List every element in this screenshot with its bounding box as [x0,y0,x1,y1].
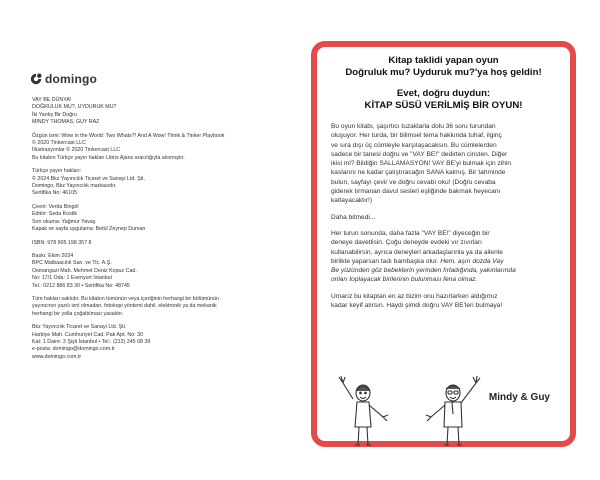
colophon-line: © 2024 Bkz Yayıncılık Ticaret ve Sanayi Ltd. Şti. [32,175,145,182]
colophon-line: Sertifika No: 46105 [32,190,78,197]
body-line: Be yüzünden göz bebeklerin yerinden fırladığında, yakınlarında [331,267,516,275]
colophon-block [32,168,292,198]
logo-text: domingo [45,72,98,86]
paragraph-1 [331,122,556,206]
intro-page [300,0,600,480]
body-line: kadar keyif alırsın. Haydi şimdi doğru VAY BE'leri bulmaya! [331,302,503,310]
body-line: ve sıra dışı üç cümleyle karşılaşacaksın. Bu cümlelerden [331,141,497,149]
colophon-line: herhangi bir yolla çoğaltılması yasaktır. [32,310,124,317]
colophon-line: VAY BE DÜNYA! [32,97,72,103]
colophon-line: İki Yanlış Bir Doğru [32,111,77,118]
colophon-block [32,97,292,127]
body-line: onları toplayacak birilerinin bulunması fena olmaz. [331,276,478,284]
colophon-line: No: 17/1 Oda: 1 Esenyurt İstanbul [32,275,112,282]
colophon-line: Kat: 1 Daire: 3 Şişli İstanbul • Tel.: (212) 245 08 39 [32,338,151,345]
colophon-line: MINDY THOMAS, GUY RAZ [32,119,100,126]
body-line: Umarız bu kitaptan en az bizim onu hazırlarken aldığımız [331,292,498,300]
colophon-line: Tel.: 0212 886 83 30 • Sertifika No: 48745 [32,282,130,289]
colophon-line: İllüstrasyonlar © 2020 Tinkercast LLC [32,147,121,154]
body-line: giderek tırmanan davul sesleri eşliğinde bakmak heyecanı [331,188,501,196]
colophon-line: ISBN: 978 605 198 357 8 [32,239,92,246]
colophon-block [32,240,292,247]
body-line: deneye davetlisin. Çoğu deneyde evdeki vır zıvırları [331,239,483,247]
colophon-block [32,204,292,234]
red-frame [311,41,576,447]
body-line: bulun, sayfayı çevir ve doğru cevabı oku! (Doğru cevaba [331,178,496,186]
body-line: Her turun sonunda, daha fazla "VAY BE!" diyeceğin bir [331,229,490,237]
colophon-line: Özgün ismi: Wow in the World: Two Whats?! And A Wow! Think & Tinker Playbook [32,132,225,139]
body-line: sadece bir tanesi doğru ve "VAY BE!" dedirten cinsten. Diğer [331,150,508,158]
intro-body [331,122,556,310]
colophon-block [32,253,292,290]
colophon-line: Kapak ve sayfa uygulama: Betül Zeynep Duman [32,226,146,233]
colophon-line: Editör: Seda Kostik [32,211,78,218]
colophon-line: Son okuma: Yağmur Yavaş [32,218,96,225]
colophon-line: Türkçe yayın hakları: [32,168,82,175]
colophon-line: Harbiye Mah. Cumhuriyet Cad. Pak Apt. No: 30 [32,331,143,338]
colophon-block [32,296,292,318]
body-line-italic: Hem, aşırı dozda Vay [440,257,504,265]
paragraph-3 [331,229,556,285]
colophon-line: Bkz Yayıncılık Ticaret ve Sanayi Ltd. Şti. [32,324,127,331]
colophon-line: Baskı: Ekim 2024 [32,252,74,259]
paragraph-2: Daha bitmedi... [331,213,376,221]
colophon-line: Osmangazi Mah. Mehmet Deniz Kopuz Cad. [32,267,137,274]
heading-game: Evet, doğru duydun: KİTAP SÜSÜ VERİLMİŞ BİR OYUN! [364,88,523,111]
domingo-logo-icon [30,73,42,85]
publisher-logo [30,72,97,86]
colophon-line: www.domingo.com.tr [32,353,82,360]
body-line: kullanabilirsin, ayrıca deneyleri arkadaşlarınla ya da ailenle [331,248,503,256]
colophon-line: e-posta: domingo@domingo.com.tr [32,346,115,353]
colophon-block [32,133,292,163]
hosts-illustration [331,369,491,447]
paragraph-4 [331,292,556,311]
signature: Mindy & Guy [488,392,550,403]
body-line: oluşuyor. Her turda, bir bilimsel tema hakkında tuhaf, ilginç [331,132,502,140]
body-line: katlayacaktır!) [331,197,373,205]
colophon-line: Bu kitabın Türkçe yayın hakları Libris Ajans aracılığıyla alınmıştır. [32,154,185,161]
colophon-block [32,324,292,361]
colophon-line: DOĞRULUK MU?, UYDURUK MU? [32,104,117,111]
colophon-line: Domingo, Bkz Yayıncılık markasıdır. [32,183,117,190]
colophon-line: Çeviri: Verda Bingöl [32,203,79,210]
body-line: kaslarını ne kadar çalıştıracağın SANA kalmış. Bir tahminde [331,169,506,177]
body-line: birlikte yaparsan tadı bambaşka olur. Hem, aşırı dozda Vay [331,257,504,265]
heading-welcome: Kitap taklidi yapan oyun Doğruluk mu? Uyduruk mu?'ya hoş geldin! [345,55,542,78]
colophon-line: yayıncının yazılı izni olmadan, fotokopi yöntemi dahil, elektronik ya da mekanik [32,303,217,310]
colophon-line: © 2020 Tinkercast LLC [32,140,86,147]
colophon-text [32,97,292,367]
colophon-line: BPC Matbaacılık San. ve Tic. A.Ş. [32,260,112,267]
body-line: ikisi mi? Bildiğin SALLAMASYON! VAY BE'yi bulmak için zihin [331,160,512,168]
colophon-line: Tüm hakları saklıdır. Bu kitabın tümünün veya içeriğinin herhangi bir bölümünün [32,295,219,302]
body-line: Bu oyun kitabı, şaşırtıcı tuzaklarla dolu 36 soru turundan [331,123,496,130]
